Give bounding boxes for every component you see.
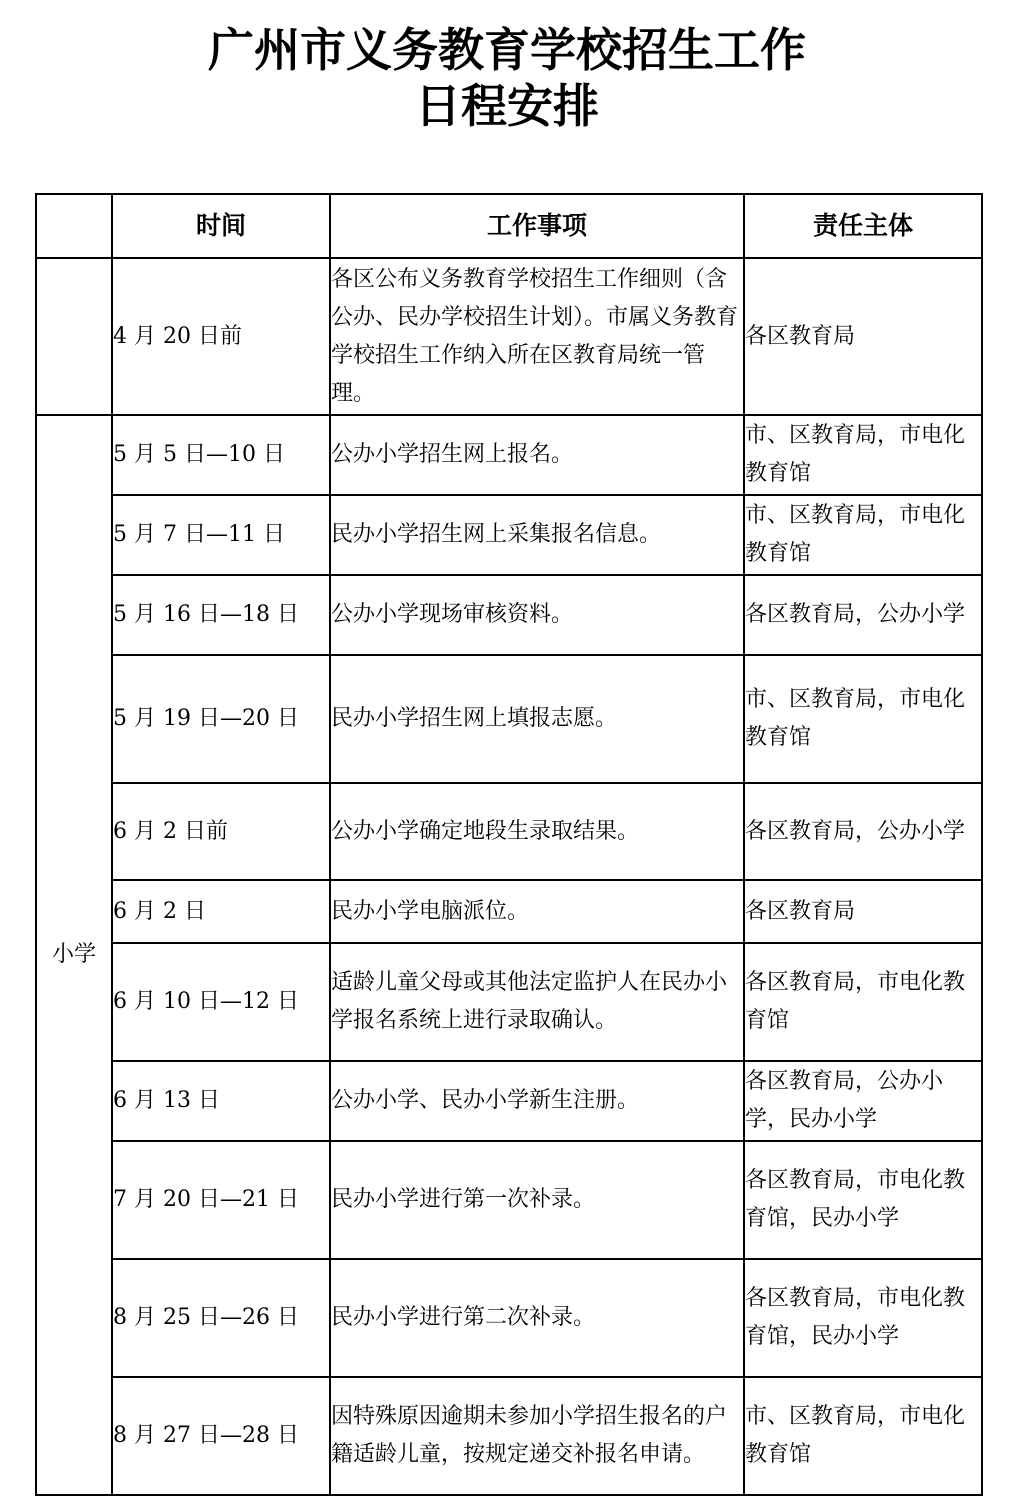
item-cell: 民办小学进行第一次补录。	[330, 1141, 744, 1259]
header-time: 时间	[112, 194, 330, 258]
time-cell: 7 月 20 日—21 日	[112, 1141, 330, 1259]
table-row	[36, 655, 982, 783]
header-responsible: 责任主体	[744, 194, 982, 258]
table-row	[36, 1061, 982, 1141]
responsible-cell: 各区教育局，公办小学，民办小学	[744, 1061, 982, 1141]
responsible-cell: 各区教育局	[744, 258, 982, 415]
table-row	[36, 880, 982, 943]
time-cell: 5 月 19 日—20 日	[112, 655, 330, 783]
header-item: 工作事项	[330, 194, 744, 258]
time-cell: 6 月 13 日	[112, 1061, 330, 1141]
group-cell-empty	[36, 258, 112, 415]
time-cell: 5 月 16 日—18 日	[112, 575, 330, 655]
table-row	[36, 1259, 982, 1377]
table-row	[36, 575, 982, 655]
item-cell: 公办小学确定地段生录取结果。	[330, 783, 744, 880]
responsible-cell: 市、区教育局，市电化教育馆	[744, 495, 982, 575]
item-cell: 适龄儿童父母或其他法定监护人在民办小学报名系统上进行录取确认。	[330, 943, 744, 1061]
table-row	[36, 1141, 982, 1259]
time-cell: 8 月 27 日—28 日	[112, 1377, 330, 1495]
time-cell: 6 月 2 日前	[112, 783, 330, 880]
responsible-cell: 各区教育局，市电化教育馆，民办小学	[744, 1141, 982, 1259]
table-row	[36, 783, 982, 880]
schedule-table	[35, 193, 983, 1496]
time-cell: 8 月 25 日—26 日	[112, 1259, 330, 1377]
page-title: 广州市义务教育学校招生工作	[208, 23, 806, 77]
time-cell: 5 月 7 日—11 日	[112, 495, 330, 575]
table-row	[36, 415, 982, 495]
time-cell: 5 月 5 日—10 日	[112, 415, 330, 495]
header-blank	[36, 194, 112, 258]
responsible-cell: 各区教育局	[744, 880, 982, 943]
group-label-primary-school: 小学	[36, 415, 112, 1495]
item-cell: 各区公布义务教育学校招生工作细则（含公办、民办学校招生计划）。市属义务教育学校招生工作纳入所在区教育局统一管理。	[330, 258, 744, 415]
table-row	[36, 258, 982, 415]
table-row	[36, 495, 982, 575]
responsible-cell: 各区教育局，市电化教育馆，民办小学	[744, 1259, 982, 1377]
table-header-row	[36, 194, 982, 258]
time-cell: 6 月 2 日	[112, 880, 330, 943]
time-cell: 4 月 20 日前	[112, 258, 330, 415]
item-cell: 因特殊原因逾期未参加小学招生报名的户籍适龄儿童，按规定递交补报名申请。	[330, 1377, 744, 1495]
item-cell: 民办小学进行第二次补录。	[330, 1259, 744, 1377]
item-cell: 民办小学电脑派位。	[330, 880, 744, 943]
time-cell: 6 月 10 日—12 日	[112, 943, 330, 1061]
responsible-cell: 市、区教育局，市电化教育馆	[744, 655, 982, 783]
responsible-cell: 市、区教育局，市电化教育馆	[744, 415, 982, 495]
page-subtitle: 日程安排	[415, 79, 599, 133]
responsible-cell: 各区教育局，市电化教育馆	[744, 943, 982, 1061]
item-cell: 民办小学招生网上填报志愿。	[330, 655, 744, 783]
item-cell: 公办小学招生网上报名。	[330, 415, 744, 495]
responsible-cell: 各区教育局，公办小学	[744, 575, 982, 655]
responsible-cell: 各区教育局，公办小学	[744, 783, 982, 880]
table-row	[36, 943, 982, 1061]
item-cell: 公办小学现场审核资料。	[330, 575, 744, 655]
item-cell: 公办小学、民办小学新生注册。	[330, 1061, 744, 1141]
table-row	[36, 1377, 982, 1495]
item-cell: 民办小学招生网上采集报名信息。	[330, 495, 744, 575]
responsible-cell: 市、区教育局，市电化教育馆	[744, 1377, 982, 1495]
